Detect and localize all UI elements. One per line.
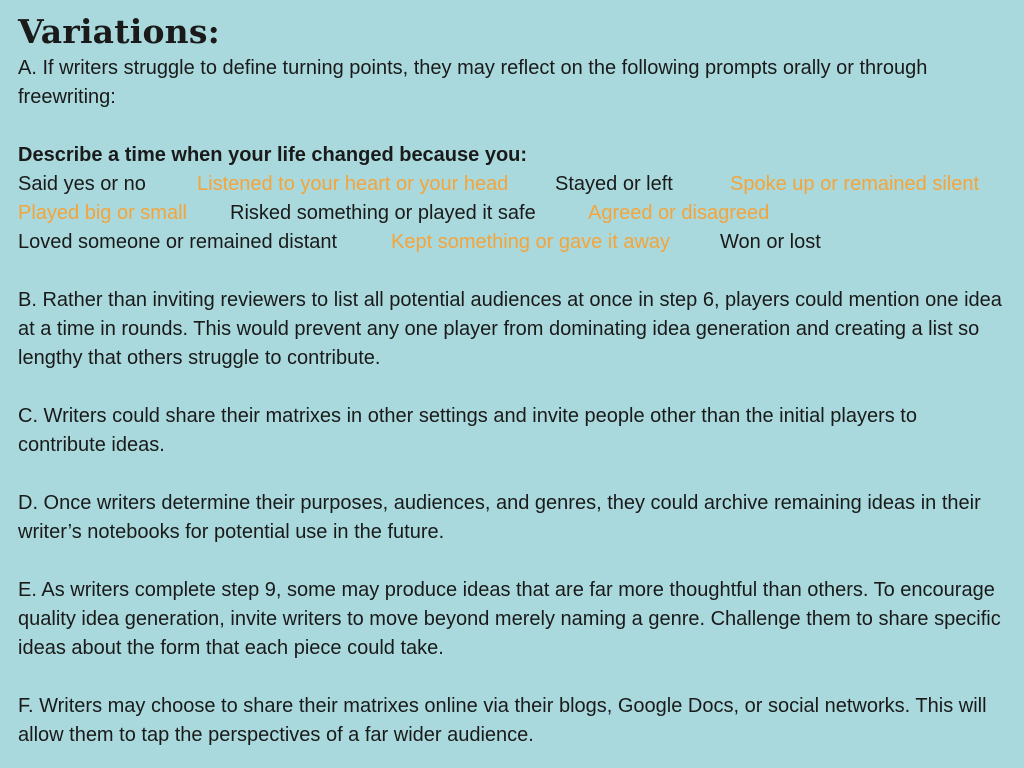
prompt-item: Loved someone or remained distant — [18, 231, 338, 253]
variation-c-text: C. Writers could share their matrixes in other settings and invite people other than the initial players to contribute ideas. — [18, 405, 917, 456]
prompt-heading: Describe a time when your life changed because you: — [18, 144, 528, 166]
prompt-row-1 — [18, 170, 1006, 199]
spacer — [18, 547, 1006, 576]
slide-title: Variations: — [18, 12, 221, 51]
prompt-item: Said yes or no — [18, 173, 146, 195]
prompt-item-highlight: Played big or small — [18, 202, 187, 224]
prompt-item: Stayed or left — [555, 173, 673, 195]
spacer — [18, 663, 1006, 692]
prompt-row-2 — [18, 199, 1006, 228]
variation-e-text: E. As writers complete step 9, some may produce ideas that are far more thoughtful than others. To encourage quality idea generation, invite writers to move beyond merely naming a genre. Challenge them to share specific ideas about the form that each piece could take. — [18, 579, 1001, 659]
variation-a-text: A. If writers struggle to define turning points, they may reflect on the following prompts orally or through freewriting: — [18, 57, 928, 108]
prompt-item-highlight: Listened to your heart or your head — [197, 173, 509, 195]
spacer — [18, 257, 1006, 286]
prompt-item-highlight: Spoke up or remained silent — [730, 173, 980, 195]
variation-d-text: D. Once writers determine their purposes, audiences, and genres, they could archive remaining ideas in their writer’s notebooks for potential use in the future. — [18, 492, 981, 543]
prompt-row-3 — [18, 228, 1006, 257]
prompt-item: Risked something or played it safe — [230, 202, 536, 224]
spacer — [18, 373, 1006, 402]
prompt-item-highlight: Agreed or disagreed — [588, 202, 770, 224]
variation-b-text: B. Rather than inviting reviewers to list all potential audiences at once in step 6, players could mention one idea at a time in rounds. This would prevent any one player from dominating idea generation and creating a list so lengthy that others struggle to contribute. — [18, 289, 1002, 369]
spacer — [18, 460, 1006, 489]
spacer — [18, 112, 1006, 141]
prompt-item-highlight: Kept something or gave it away — [391, 231, 671, 253]
prompt-item: Won or lost — [720, 231, 821, 253]
variation-f-text: F. Writers may choose to share their matrixes online via their blogs, Google Docs, or social networks. This will allow them to tap the perspectives of a far wider audience. — [18, 695, 987, 746]
